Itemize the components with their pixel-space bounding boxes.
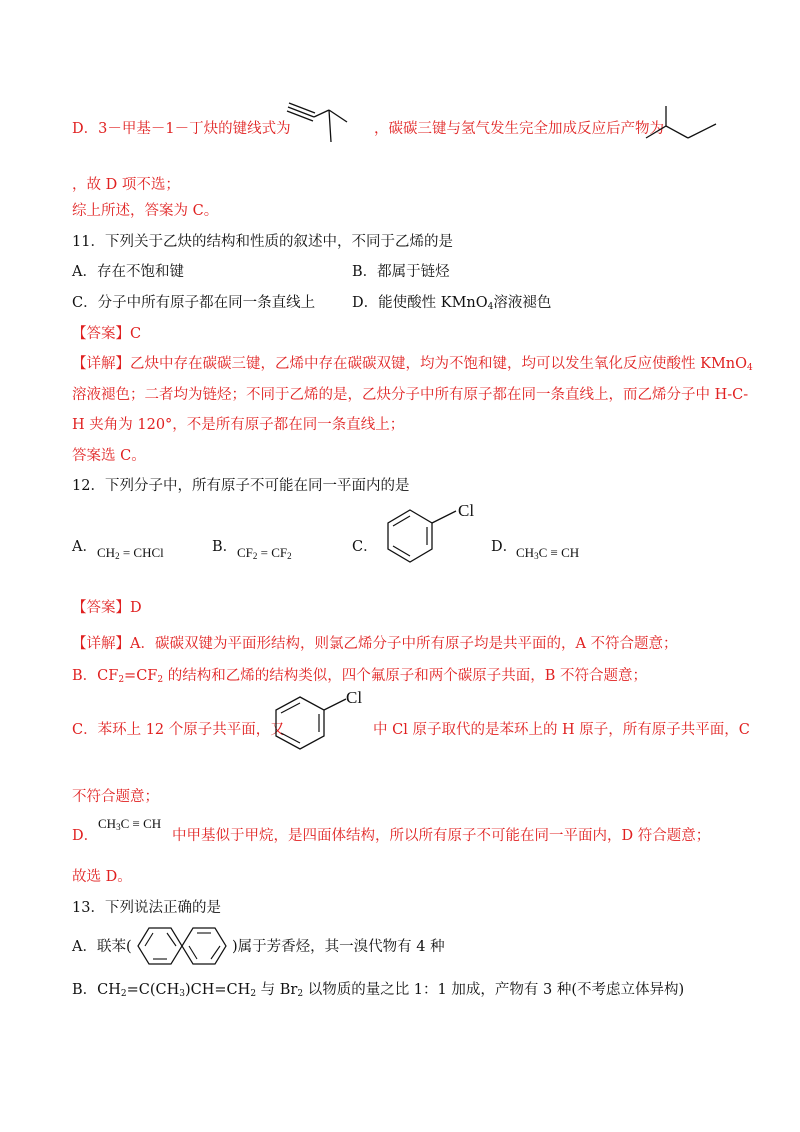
q12-explanation-d-prefix: D． <box>72 828 99 844</box>
q13-b-1: 2 <box>120 989 127 999</box>
q13-stem: 13．下列说法正确的是 <box>72 900 221 916</box>
q11-option-d-sub: 4 <box>487 302 494 312</box>
q12-b-f2: = CF <box>257 545 288 560</box>
q12-b-f1: 2 <box>252 551 258 561</box>
q11-option-d <box>352 293 551 313</box>
q12-exp-d-f2: C ≡ CH <box>120 816 162 831</box>
q11-option-d-tail: 溶液褪色 <box>493 295 552 311</box>
q11-explanation-4: 答案选 C。 <box>72 448 146 464</box>
q12-exp-b-4: 的结构和乙烯的结构类似，四个氟原子和两个碳原子共面，B 不符合题意； <box>163 668 647 684</box>
q11-option-b: B．都属于链烃 <box>352 264 450 280</box>
q11-option-d-text: D．能使酸性 KMnO <box>352 295 488 311</box>
q12-option-d-label: D． <box>491 539 518 555</box>
methylbutane-skeletal-formula <box>642 102 722 144</box>
q12-option-b-label: B． <box>212 539 238 555</box>
summary-line: 综上所述，答案为 C。 <box>72 203 219 219</box>
q11-explanation-1-text: 【详解】乙炔中存在碳碳三键，乙烯中存在碳碳双键，均为不饱和键，均可以发生氧化反应使酸性 KMnO <box>72 356 748 372</box>
q12-exp-b-2: =CF <box>124 668 158 684</box>
q12-explanation-b <box>72 666 647 686</box>
q12-a-f0: CH <box>97 545 116 560</box>
q12-d-f0: CH <box>516 545 535 560</box>
q12-exp-b-3: 2 <box>157 675 164 685</box>
q13-option-a-suffix: )属于芳香烃，其一溴代物有 4 种 <box>232 939 445 955</box>
d-option-line <box>72 119 291 139</box>
q13-b-2: =C(CH <box>126 982 180 998</box>
d-option-middle-line <box>374 119 664 139</box>
q12-exp-b-1: 2 <box>118 675 125 685</box>
q13-b-8: 以物质的量之比 1：1 加成，产物有 3 种(不考虑立体异构) <box>303 982 685 998</box>
chlorobenzene-inline-structure <box>268 688 378 752</box>
q12-exp-d-f1: 3 <box>116 822 121 832</box>
q12-b-f3: 2 <box>287 551 292 561</box>
q12-option-b-formula <box>237 545 292 561</box>
d-option-middle: ，碳碳三键与氢气发生完全加成反应后产物为 <box>374 121 664 137</box>
q12-answer: 【答案】D <box>72 600 142 616</box>
q12-conclusion: 故选 D。 <box>72 869 132 885</box>
q11-explanation-2: 溶液褪色；二者均为链烃；不同于乙烯的是，乙炔分子中所有原子都在同一条直线上，而乙烯分子中 H-C- <box>72 387 749 403</box>
q13-b-5: 2 <box>250 989 257 999</box>
q12-b-f0: CF <box>237 545 253 560</box>
q12-explanation-d-formula <box>98 816 161 832</box>
q11-explanation-1 <box>72 354 753 374</box>
q12-a-f1: 2 <box>115 551 120 561</box>
q12-d-f2: C ≡ CH <box>538 545 580 560</box>
q12-d-f1: 3 <box>534 551 539 561</box>
q11-explanation-3: H 夹角为 120°，不是所有原子都在同一条直线上； <box>72 417 405 433</box>
q12-option-a-formula <box>97 545 164 561</box>
q12-exp-b-0: B．CF <box>72 668 119 684</box>
q11-answer: 【答案】C <box>72 326 142 342</box>
q12-option-c-label: C． <box>352 539 378 555</box>
d-option-continuation: ，故 D 项不选； <box>72 177 180 193</box>
q12-explanation-c-suffix: 中 Cl 原子取代的是苯环上的 H 原子，所有原子共平面，C <box>373 722 750 738</box>
q12-option-a-label: A． <box>72 539 97 555</box>
q11-stem: 11．下列关于乙炔的结构和性质的叙述中，不同于乙烯的是 <box>72 234 453 250</box>
methylbutyne-skeletal-formula <box>285 98 355 148</box>
q12-explanation-c-prefix: C．苯环上 12 个原子共平面，又 <box>72 722 285 738</box>
biphenyl-structure <box>132 922 232 970</box>
q12-stem: 12．下列分子中，所有原子不可能在同一平面内的是 <box>72 478 410 494</box>
q13-b-0: B．CH <box>72 982 121 998</box>
q13-b-4: )CH=CH <box>185 982 251 998</box>
chlorine-label: Cl <box>458 501 475 520</box>
d-option-prefix: D．3－甲基－1－丁炔的键线式为 <box>72 121 291 137</box>
chlorobenzene-structure <box>372 501 492 565</box>
q13-b-6: 与 Br <box>256 982 298 998</box>
q12-exp-d-f0: CH <box>98 816 117 831</box>
q12-option-d-formula <box>516 545 579 561</box>
q13-option-b <box>72 980 684 1000</box>
chlorine-label-inline: Cl <box>346 688 363 707</box>
q12-explanation-d-suffix: 中甲基似于甲烷，是四面体结构，所以所有原子不可能在同一平面内，D 符合题意； <box>172 828 711 844</box>
q11-option-c: C．分子中所有原子都在同一条直线上 <box>72 295 316 311</box>
q13-b-3: 3 <box>179 989 186 999</box>
q12-a-f2: = CHCl <box>119 545 164 560</box>
q12-explanation-a: 【详解】A．碳碳双键为平面形结构，则氯乙烯分子中所有原子均是共平面的，A 不符合题意； <box>72 636 678 652</box>
q12-explanation-c-cont: 不符合题意； <box>72 789 159 805</box>
q13-option-a-prefix: A．联苯( <box>72 939 132 955</box>
q11-option-a: A．存在不饱和键 <box>72 264 184 280</box>
q11-explanation-1-sub: 4 <box>747 363 753 373</box>
q13-b-7: 2 <box>297 989 304 999</box>
